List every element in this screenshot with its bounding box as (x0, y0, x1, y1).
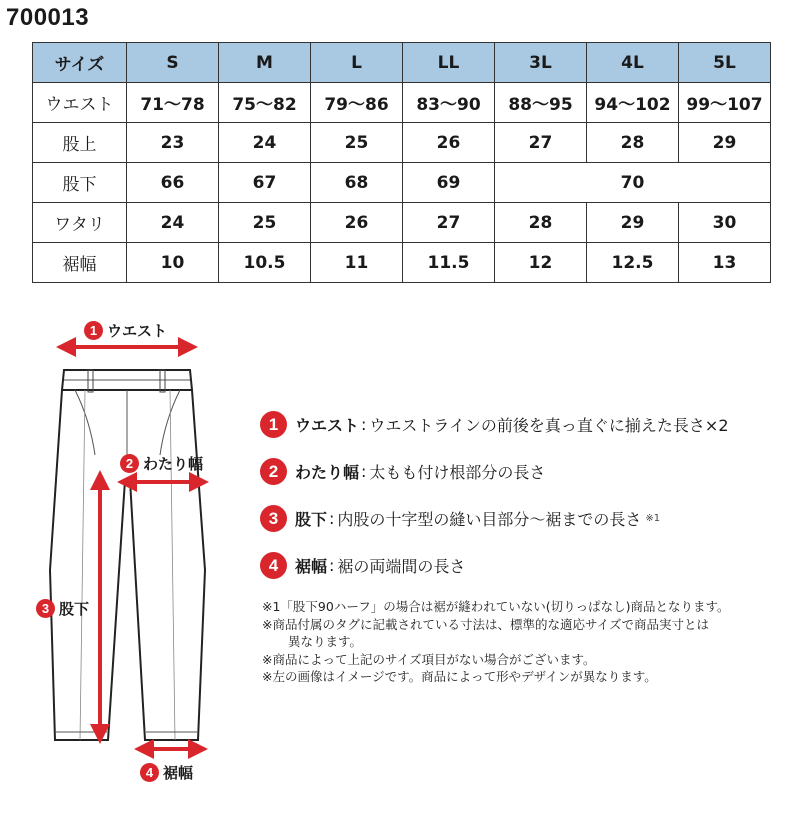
table-cell: 79〜86 (311, 83, 403, 123)
legend-term: わたり幅 (295, 462, 360, 482)
legend-item-waist (260, 410, 790, 438)
table-cell: 10.5 (219, 243, 311, 283)
legend-item-thigh (260, 457, 790, 485)
notes (262, 598, 792, 686)
legend-term: ウエスト (295, 415, 360, 435)
table-cell: 12.5 (587, 243, 679, 283)
size-header-5l: 5L (679, 43, 771, 83)
table-cell: 11.5 (403, 243, 495, 283)
legend-term: 裾幅 (295, 556, 328, 576)
legend-description: 内股の十字型の縫い目部分〜裾までの長さ (337, 509, 642, 529)
legend-separator: : (329, 555, 335, 575)
marker-1-icon: 1 (260, 411, 287, 438)
table-cell-merged: 70 (495, 163, 771, 203)
marker-3-icon: 3 (260, 505, 287, 532)
marker-2-icon: 2 (120, 454, 139, 473)
measurement-legend (260, 410, 790, 598)
table-cell: 24 (127, 203, 219, 243)
diagram-label-thigh (120, 453, 203, 474)
size-header-s: S (127, 43, 219, 83)
table-cell: 24 (219, 123, 311, 163)
table-cell: 68 (311, 163, 403, 203)
table-cell: 28 (587, 123, 679, 163)
legend-separator: : (329, 508, 335, 528)
size-header-m: M (219, 43, 311, 83)
note-line: 異なります。 (288, 634, 363, 649)
diagram-label-text: ウエスト (107, 322, 168, 340)
table-cell: 29 (587, 203, 679, 243)
legend-term: 股下 (295, 509, 328, 529)
note-line: ※商品付属のタグに記載されている寸法は、標準的な適応サイズで商品実寸とは (262, 616, 709, 632)
note-line: ※商品によって上記のサイズ項目がない場合がございます。 (262, 651, 596, 667)
table-cell: 66 (127, 163, 219, 203)
table-cell: 25 (311, 123, 403, 163)
marker-3-icon: 3 (36, 599, 55, 618)
table-cell: 75〜82 (219, 83, 311, 123)
table-cell: 67 (219, 163, 311, 203)
product-code: 700013 (6, 4, 90, 31)
size-header-3l: 3L (495, 43, 587, 83)
size-header-l: L (311, 43, 403, 83)
table-cell: 11 (311, 243, 403, 283)
legend-description: ウエストラインの前後を真っ直ぐに揃えた長さ×2 (369, 415, 729, 435)
row-label: 股下 (33, 163, 127, 203)
table-cell: 28 (495, 203, 587, 243)
table-cell: 83〜90 (403, 83, 495, 123)
table-row-hem (33, 243, 771, 283)
table-row-waist (33, 83, 771, 123)
table-cell: 88〜95 (495, 83, 587, 123)
table-row-inseam (33, 163, 771, 203)
marker-4-icon: 4 (140, 763, 159, 782)
pants-diagram (0, 300, 260, 822)
legend-separator: : (361, 461, 367, 481)
diagram-label-text: 股下 (59, 600, 90, 618)
size-table (32, 42, 771, 283)
marker-2-icon: 2 (260, 458, 287, 485)
legend-note-reference: ※1 (645, 512, 661, 524)
table-cell: 94〜102 (587, 83, 679, 123)
table-cell: 27 (495, 123, 587, 163)
note-line: ※左の画像はイメージです。商品によって形やデザインが異なります。 (262, 669, 657, 684)
diagram-label-inseam (36, 598, 89, 619)
table-cell: 25 (219, 203, 311, 243)
legend-item-inseam (260, 504, 790, 532)
table-cell: 12 (495, 243, 587, 283)
marker-4-icon: 4 (260, 552, 287, 579)
legend-separator: : (361, 414, 367, 434)
table-cell: 71〜78 (127, 83, 219, 123)
marker-1-icon: 1 (84, 321, 103, 340)
table-cell: 29 (679, 123, 771, 163)
diagram-label-waist (84, 320, 167, 341)
table-cell: 13 (679, 243, 771, 283)
diagram-label-text: わたり幅 (143, 455, 204, 473)
size-header-4l: 4L (587, 43, 679, 83)
size-header-ll: LL (403, 43, 495, 83)
table-row-thigh (33, 203, 771, 243)
table-cell: 26 (403, 123, 495, 163)
table-cell: 10 (127, 243, 219, 283)
note-line: ※1「股下90ハーフ」の場合は裾が縫われていない(切りっぱなし)商品となります。 (262, 599, 730, 614)
table-cell: 99〜107 (679, 83, 771, 123)
table-cell: 69 (403, 163, 495, 203)
table-row-rise (33, 123, 771, 163)
diagram-label-hem (140, 762, 193, 783)
diagram-label-text: 裾幅 (163, 764, 194, 782)
pants-illustration (0, 300, 260, 822)
table-cell: 26 (311, 203, 403, 243)
table-cell: 27 (403, 203, 495, 243)
size-table-header-row (33, 43, 771, 83)
legend-item-hem (260, 551, 790, 579)
row-label: ウエスト (33, 83, 127, 123)
legend-description: 太もも付け根部分の長さ (369, 462, 546, 482)
row-label: 裾幅 (33, 243, 127, 283)
row-label: 股上 (33, 123, 127, 163)
size-header-label: サイズ (33, 43, 127, 83)
table-cell: 23 (127, 123, 219, 163)
row-label: ワタリ (33, 203, 127, 243)
legend-description: 裾の両端間の長さ (337, 556, 466, 576)
table-cell: 30 (679, 203, 771, 243)
